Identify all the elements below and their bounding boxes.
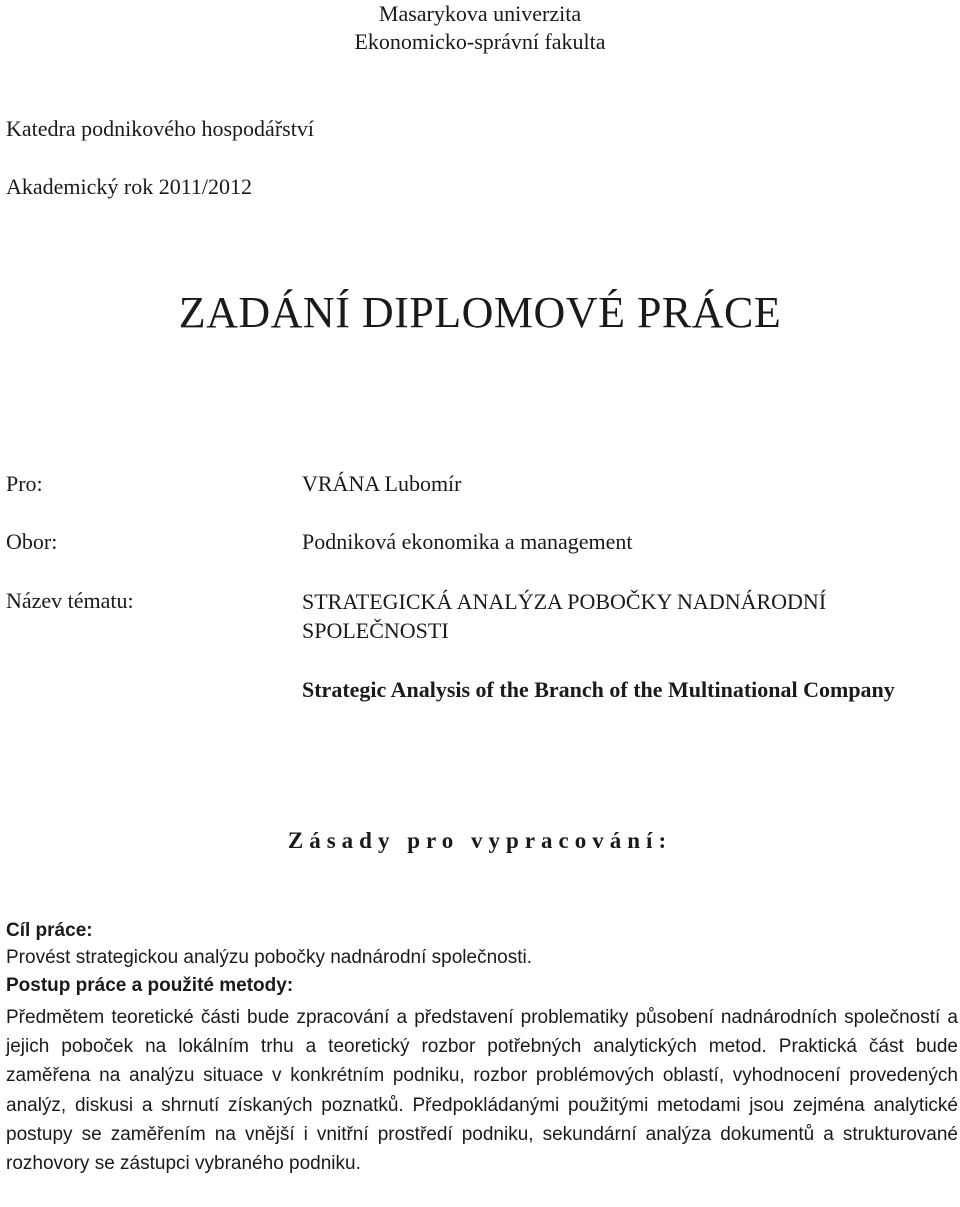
method-text: Předmětem teoretické části bude zpracování a představení problematiky působení nadnárodních společností a jejich poboček na lokálním trhu a teoretický rozbor potřebných analytických metod. Praktická část bude zaměřena na analýzu situace v konkrétním podniku, rozbor problémových oblastí, vyhodnocení provedených analýz, diskusi a shrnutí získaných poznatků. Předpokládanými použitými metodami jsou zejména analytické postupy se zaměřením na vnější i vnitřní prostředí podniku, sekundární analýza dokumentů a strukturované rozhovory se zástupci vybraného podniku.: [6, 1007, 958, 1175]
student-name: VRÁNA Lubomír: [302, 471, 462, 496]
student-label: Pro:: [6, 471, 43, 496]
goal-heading: Cíl práce:: [6, 920, 93, 941]
method-heading: Postup práce a použité metody:: [6, 975, 294, 996]
field-of-study-label: Obor:: [6, 529, 58, 554]
department-name: Katedra podnikového hospodářství: [6, 116, 314, 141]
university-name: Masarykova univerzita: [378, 1, 582, 26]
page-title: ZADÁNÍ DIPLOMOVÉ PRÁCE: [178, 288, 782, 337]
topic-title-en: Strategic Analysis of the Branch of the Multinational Company: [302, 677, 895, 702]
faculty-name: Ekonomicko-správní fakulta: [354, 29, 606, 54]
field-of-study-value: Podniková ekonomika a management: [302, 529, 633, 554]
academic-year: Akademický rok 2011/2012: [6, 174, 253, 199]
topic-title-cz: STRATEGICKÁ ANALÝZA POBOČKY NADNÁRODNÍ SPOLEČNOSTI: [302, 589, 827, 643]
goal-text: Provést strategickou analýzu pobočky nadnárodní společnosti.: [6, 947, 532, 968]
principles-heading: Zásady pro vypracování:: [287, 828, 673, 853]
topic-label: Název tématu:: [6, 588, 134, 613]
